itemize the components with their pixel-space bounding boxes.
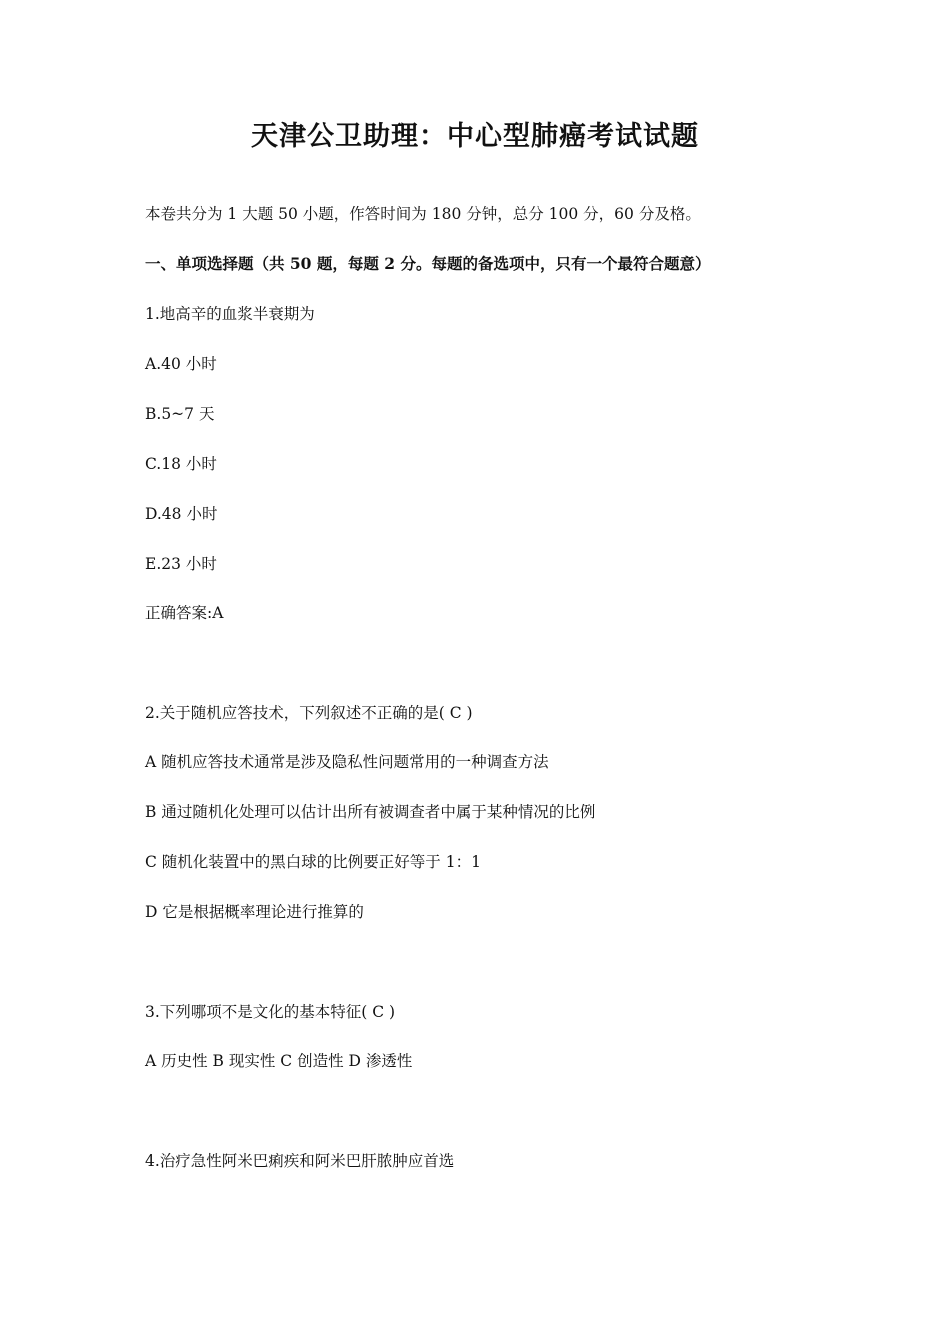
question-2-option-d: D 它是根据概率理论进行推算的: [145, 903, 364, 921]
document-title: 天津公卫助理：中心型肺癌考试试题: [251, 121, 699, 152]
question-4-stem: 4.治疗急性阿米巴痢疾和阿米巴肝脓肿应首选: [145, 1152, 455, 1170]
question-1-stem: 1.地高辛的血浆半衰期为: [145, 305, 315, 323]
question-2-option-a: A 随机应答技术通常是涉及隐私性问题常用的一种调查方法: [145, 753, 549, 771]
question-1-option-d: D.48 小时: [145, 505, 218, 523]
question-2-option-b: B 通过随机化处理可以估计出所有被调查者中属于某种情况的比例: [145, 803, 596, 821]
question-1-option-c: C.18 小时: [145, 455, 217, 473]
question-1-answer: 正确答案:A: [145, 604, 224, 622]
question-2-stem: 2.关于随机应答技术，下列叙述不正确的是( C ): [145, 704, 473, 722]
question-1-option-e: E.23 小时: [145, 555, 217, 573]
question-1-option-a: A.40 小时: [145, 355, 217, 373]
section-heading: 一、单项选择题（共 50 题，每题 2 分。每题的备选项中，只有一个最符合题意）: [145, 254, 711, 273]
question-1-option-b: B.5~7 天: [145, 405, 215, 423]
exam-intro: 本卷共分为 1 大题 50 小题，作答时间为 180 分钟，总分 100 分，60 分及格。: [145, 205, 701, 223]
question-2-option-c: C 随机化装置中的黑白球的比例要正好等于 1：1: [145, 853, 481, 871]
question-3-stem: 3.下列哪项不是文化的基本特征( C ): [145, 1003, 396, 1021]
question-3-options: A 历史性 B 现实性 C 创造性 D 渗透性: [145, 1052, 413, 1070]
